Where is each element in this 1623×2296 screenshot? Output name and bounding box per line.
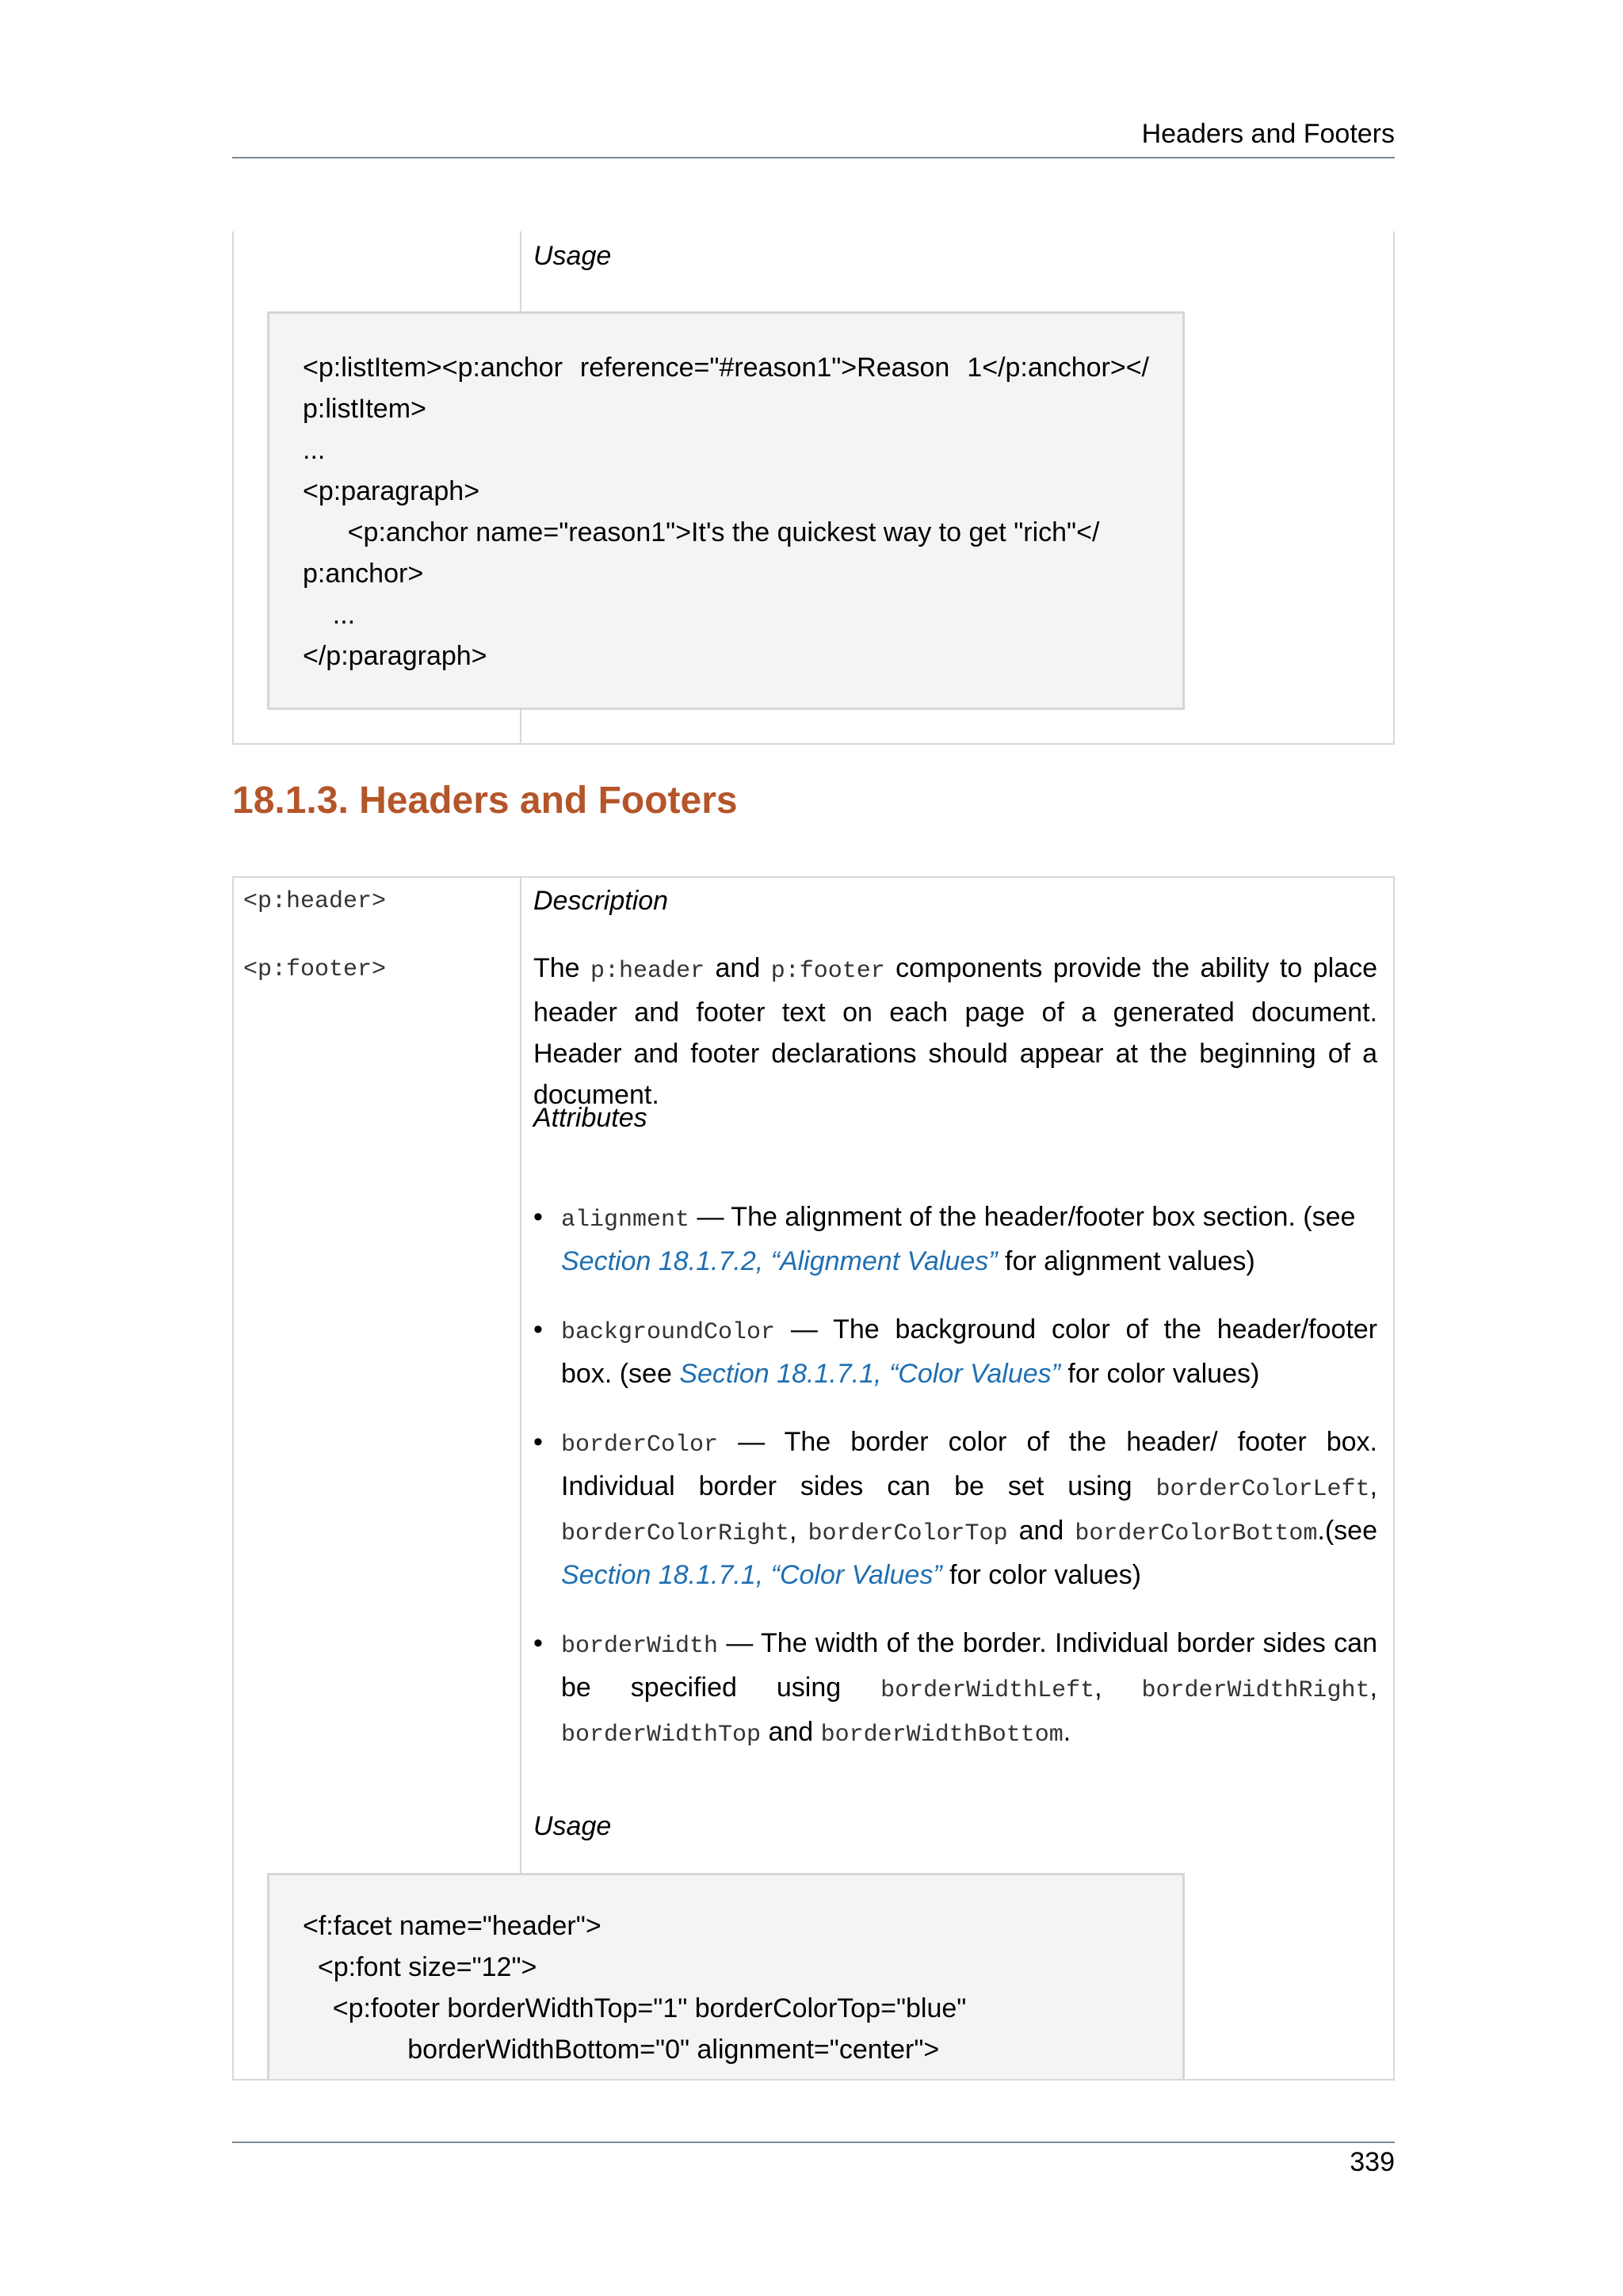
attribute-item-alignment xyxy=(533,1196,1377,1282)
attribute-text: and xyxy=(1007,1516,1075,1546)
attribute-name: borderColorRight xyxy=(561,1520,790,1547)
code-line: </p:paragraph> xyxy=(303,641,487,671)
attributes-label: Attributes xyxy=(533,1103,647,1133)
description-text-part: The xyxy=(533,953,591,983)
table-border-bottom xyxy=(232,2079,1395,2081)
code-block xyxy=(267,311,1185,710)
attribute-text: — The width of the border. Individual border sides can be specified using xyxy=(561,1628,1377,1703)
table-border-right xyxy=(1393,231,1395,745)
attribute-name: borderWidthBottom xyxy=(820,1722,1064,1749)
description-label: Description xyxy=(533,886,669,916)
attribute-name: borderWidthTop xyxy=(561,1722,762,1749)
attribute-item-backgroundcolor xyxy=(533,1309,1377,1394)
bullet-icon: • xyxy=(533,1314,543,1344)
attribute-name: borderWidthLeft xyxy=(880,1677,1095,1704)
tag-footer: <p:footer> xyxy=(243,956,387,983)
usage-label: Usage xyxy=(533,241,612,271)
attribute-name: borderColor xyxy=(561,1432,719,1459)
attribute-name: alignment xyxy=(561,1207,690,1234)
attribute-text: — The alignment of the header/footer box section. (see xyxy=(689,1202,1356,1232)
attribute-text: , xyxy=(1094,1672,1142,1703)
code-line: <p:font size="12"> xyxy=(303,1952,537,1982)
code-line: <p:footer borderWidthTop="1" borderColorTop="blue" xyxy=(303,1993,967,2023)
section-title: 18.1.3. Headers and Footers xyxy=(232,780,738,822)
running-header: Headers and Footers xyxy=(1141,119,1395,149)
attribute-text: — The border color of the header/ footer box. Individual border sides can be set using xyxy=(561,1427,1377,1501)
usage-label: Usage xyxy=(533,1811,612,1841)
attribute-text: .(see xyxy=(1317,1516,1377,1546)
section-link[interactable]: Section 18.1.7.1, “Color Values” xyxy=(679,1359,1060,1389)
page-number: 339 xyxy=(1350,2147,1395,2177)
table-border-top xyxy=(232,876,1395,878)
code-line: <p:listItem><p:anchor reference="#reason1">Reason 1</p:anchor></ xyxy=(303,353,1149,383)
attribute-item-borderwidth xyxy=(533,1623,1377,1756)
attribute-text: for alignment values) xyxy=(997,1246,1255,1276)
code-line: <f:facet name="header"> xyxy=(303,1911,601,1941)
attribute-text: for color values) xyxy=(1060,1359,1260,1389)
section-link[interactable]: Section 18.1.7.1, “Color Values” xyxy=(561,1560,942,1590)
description-text-part: and xyxy=(705,953,771,983)
attribute-name: borderColorLeft xyxy=(1155,1476,1370,1503)
table-border-right xyxy=(1393,876,1395,2081)
code-line: p:listItem> xyxy=(303,394,426,424)
code-p-header: p:header xyxy=(590,958,705,985)
section-link[interactable]: Section 18.1.7.2, “Alignment Values” xyxy=(561,1246,998,1276)
tag-list xyxy=(243,884,386,987)
attribute-name: borderWidth xyxy=(561,1633,719,1660)
attribute-text: , xyxy=(1369,1471,1377,1501)
code-line: ... xyxy=(303,600,356,630)
table-border-left xyxy=(232,231,234,745)
attribute-text: — The background color of the header/footer box. (see xyxy=(561,1314,1377,1389)
description-text xyxy=(533,948,1377,1116)
code-block xyxy=(267,1873,1185,2079)
attribute-text: , xyxy=(1369,1672,1377,1703)
code-line: <p:anchor name="reason1">It's the quickest way to get "rich"</ xyxy=(303,517,1100,547)
header-rule xyxy=(232,157,1395,158)
attribute-name: backgroundColor xyxy=(561,1319,776,1346)
attribute-text: , xyxy=(789,1516,808,1546)
attribute-list xyxy=(533,1196,1377,1783)
code-line: borderWidthBottom="0" alignment="center"> xyxy=(303,2035,940,2065)
table-border-left xyxy=(232,876,234,2081)
code-line: ... xyxy=(303,435,326,465)
description-text-part: components provide the ability to place header and footer text on each page of a generated document. Header and footer declarations should appear at the beginning of a document. xyxy=(533,953,1377,1110)
table-border-bottom xyxy=(232,743,1395,745)
code-p-footer: p:footer xyxy=(770,958,885,985)
bullet-icon: • xyxy=(533,1628,543,1658)
attribute-text: and xyxy=(761,1717,821,1747)
attribute-name: borderWidthRight xyxy=(1141,1677,1370,1704)
attribute-text: . xyxy=(1063,1717,1071,1747)
code-line: <p:paragraph> xyxy=(303,476,480,506)
attribute-name: borderColorTop xyxy=(808,1520,1008,1547)
code-line: p:anchor> xyxy=(303,559,424,589)
attribute-item-bordercolor xyxy=(533,1421,1377,1596)
bullet-icon: • xyxy=(533,1202,543,1232)
tag-header: <p:header> xyxy=(243,888,387,915)
bullet-icon: • xyxy=(533,1427,543,1457)
attribute-text: for color values) xyxy=(941,1560,1141,1590)
attribute-name: borderColorBottom xyxy=(1075,1520,1318,1547)
